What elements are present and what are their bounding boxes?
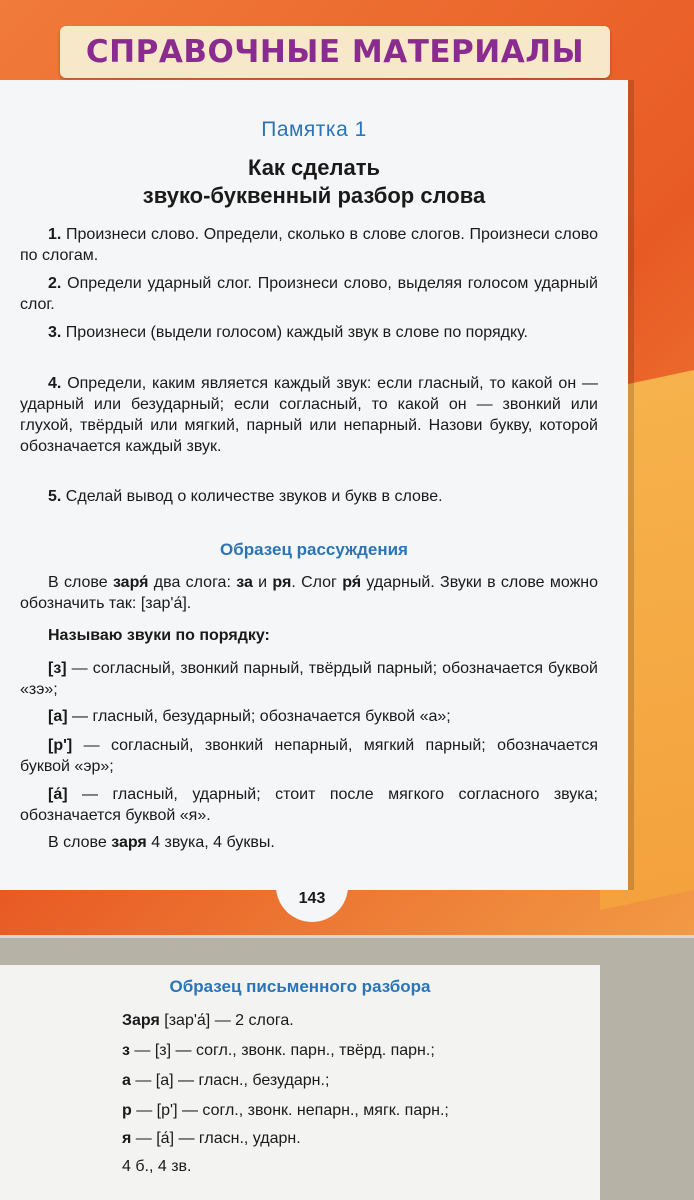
- sample-heading: Образец рассуждения: [220, 540, 408, 559]
- row-lead: з: [122, 1042, 130, 1059]
- text-fragment: . Слог: [291, 574, 343, 591]
- step-number: 2.: [48, 275, 62, 292]
- memo-title: [0, 154, 628, 210]
- step-1: [20, 224, 598, 266]
- step-text: Определи, каким является каждый звук: если гласный, то какой он — ударный или безударный; если согласный, то какой он — звонкий или глухой, твёрдый или мягкий, парный или непарный. Назови букву, которой обозначается каждый звук.: [20, 375, 598, 455]
- text-fragment: В слове: [48, 834, 112, 851]
- step-text: Произнеси (выдели голосом) каждый звук в слове по порядку.: [65, 324, 528, 341]
- sound-description: — гласный, ударный; стоит после мягкого согласного звука; обозначается буквой «я».: [20, 786, 598, 824]
- row-text: — [з] — согл., звонк. парн., твёрд. парн.;: [129, 1042, 435, 1059]
- row-text: — [а] — гласн., безударн.;: [130, 1072, 330, 1089]
- text-fragment: Называю звуки по порядку:: [48, 627, 270, 644]
- written-row: [122, 1041, 592, 1061]
- step-3: [20, 322, 598, 343]
- step-number: 5.: [48, 488, 62, 505]
- memo-label: Памятка 1: [261, 118, 367, 141]
- sound-description: — согласный, звонкий непарный, мягкий парный; обозначается буквой «эр»;: [20, 737, 598, 775]
- highlight-word: заря́: [112, 574, 149, 591]
- step-number: 1.: [48, 226, 62, 243]
- step-2: [20, 273, 598, 315]
- written-row: [122, 1157, 592, 1177]
- step-4: [20, 373, 598, 457]
- step-5: [20, 486, 598, 507]
- highlight-word: заря: [111, 834, 147, 851]
- textbook-page: [0, 80, 628, 890]
- row-text: — [р'] — согл., звонк. непарн., мягк. парн.;: [131, 1102, 449, 1119]
- syllable: ря́: [342, 574, 362, 591]
- row-text: — [а́] — гласн., ударн.: [131, 1130, 301, 1147]
- syllable: ря: [272, 574, 292, 591]
- sound-description: — согласный, звонкий парный, твёрдый парный; обозначается буквой «зэ»;: [20, 660, 598, 698]
- row-text: 4 б., 4 зв.: [122, 1158, 192, 1175]
- sound-symbol: [р']: [48, 737, 73, 754]
- text-fragment: и: [252, 574, 273, 591]
- text-fragment: В слове: [48, 574, 113, 591]
- sample-intro: [20, 572, 598, 614]
- written-row: [122, 1071, 592, 1091]
- syllable: за: [236, 574, 253, 591]
- row-lead: Заря: [122, 1012, 160, 1029]
- row-lead: а: [122, 1072, 131, 1089]
- text-fragment: ударный. Звуки в слове можно обозначить так: [зар'а́].: [20, 574, 599, 612]
- step-text: Определи ударный слог. Произнеси слово, выделяя голосом ударный слог.: [20, 275, 598, 313]
- written-row: [122, 1101, 592, 1121]
- written-row: [122, 1129, 592, 1149]
- sound-symbol: [з]: [48, 660, 67, 677]
- sound-symbol: [а]: [48, 708, 68, 725]
- step-text: Сделай вывод о количестве звуков и букв в слове.: [65, 488, 443, 505]
- section-header-title: СПРАВОЧНЫЕ МАТЕРИАЛЫ: [85, 34, 585, 70]
- sound-entry: [20, 658, 598, 700]
- memo-title-line-1: Как сделать: [248, 155, 380, 180]
- sound-entry: [20, 784, 598, 826]
- sound-description: — гласный, безударный; обозначается буквой «а»;: [67, 708, 451, 725]
- page-number: 143: [298, 890, 326, 907]
- step-text: Произнеси слово. Определи, сколько в слове слогов. Произнеси слово по слогам.: [20, 226, 598, 264]
- sample-conclusion: [20, 832, 598, 853]
- step-number: 4.: [48, 375, 62, 392]
- text-fragment: два слога:: [148, 574, 237, 591]
- sound-entry: [20, 735, 598, 777]
- page-shadow: [628, 80, 634, 890]
- written-sample-heading: Образец письменного разбора: [169, 977, 431, 996]
- section-header-banner: [60, 26, 610, 78]
- sound-list-heading: [20, 625, 598, 646]
- written-sample-page: [0, 965, 600, 1200]
- row-lead: р: [122, 1102, 132, 1119]
- step-number: 3.: [48, 324, 62, 341]
- text-fragment: 4 звука, 4 буквы.: [146, 834, 275, 851]
- written-row: [122, 1011, 592, 1031]
- sound-symbol: [а́]: [48, 786, 68, 803]
- sound-entry: [20, 706, 598, 727]
- row-text: [зар'а́] — 2 слога.: [159, 1012, 294, 1029]
- row-lead: я: [122, 1130, 132, 1147]
- memo-title-line-2: звуко-буквенный разбор слова: [142, 183, 486, 208]
